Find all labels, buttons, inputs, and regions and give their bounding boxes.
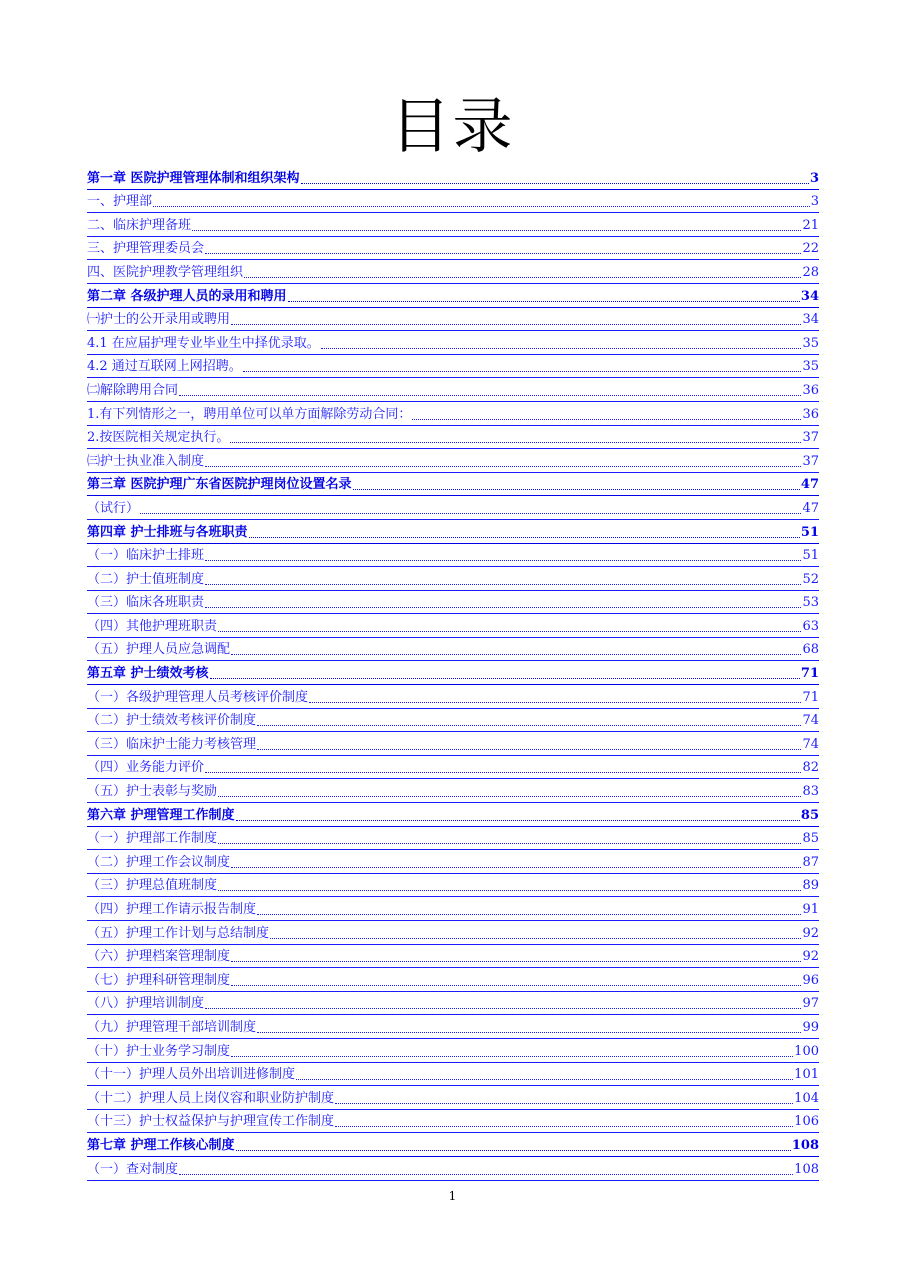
dot-leader — [205, 768, 801, 773]
dot-leader — [249, 533, 800, 538]
dot-leader — [335, 1122, 793, 1127]
toc-entry-page: 100 — [794, 1043, 819, 1059]
dot-leader — [179, 1170, 793, 1175]
page-title: 目录 — [390, 92, 515, 162]
dot-leader — [243, 367, 802, 372]
toc-entry-title: 第四章 护士排班与各班职责 — [87, 524, 248, 540]
toc-entry-title: （九）护理管理干部培训制度 — [87, 1019, 257, 1035]
toc-entry-title: （一）查对制度 — [87, 1161, 179, 1177]
toc-entry-title: （四）其他护理班职责 — [87, 618, 218, 634]
toc-entry-title: （十）护士业务学习制度 — [87, 1043, 231, 1059]
toc-entry-page: 36 — [802, 382, 819, 398]
dot-leader — [230, 438, 801, 443]
toc-section-link[interactable] — [87, 921, 819, 945]
dot-leader — [257, 910, 801, 915]
toc-entry-page: 52 — [802, 571, 819, 587]
toc-entry-title: 第七章 护理工作核心制度 — [87, 1137, 235, 1153]
toc-section-link[interactable] — [87, 638, 819, 662]
toc-entry-title: 第二章 各级护理人员的录用和聘用 — [87, 288, 287, 304]
toc-entry-page: 3 — [809, 170, 819, 186]
toc-entry-title: （五）护理工作计划与总结制度 — [87, 925, 270, 941]
dot-leader — [231, 650, 801, 655]
toc-entry-title: 三、护理管理委员会 — [87, 241, 205, 257]
toc-section-link[interactable] — [87, 874, 819, 898]
toc-entry-title: （十二）护理人员上岗仪容和职业防护制度 — [87, 1090, 335, 1106]
dot-leader — [205, 580, 801, 585]
toc-section-link[interactable] — [87, 709, 819, 733]
toc-entry-title: （四）护理工作请示报告制度 — [87, 902, 257, 917]
toc-entry-title: （一）各级护理管理人员考核评价制度 — [87, 689, 309, 705]
toc-entry-page: 51 — [800, 524, 819, 540]
toc-entry-page: 82 — [802, 760, 819, 776]
toc-entry-page: 92 — [802, 925, 819, 941]
toc-entry-page: 37 — [802, 453, 819, 469]
dot-leader — [205, 1004, 801, 1009]
dot-leader — [231, 863, 801, 868]
toc-section-link[interactable] — [87, 756, 819, 780]
toc-entry-title: 第三章 医院护理广东省医院护理岗位设置名录 — [87, 477, 352, 493]
toc-chapter-link[interactable] — [87, 284, 819, 308]
dot-leader — [257, 721, 801, 726]
toc-entry-title: （二）护理工作会议制度 — [87, 854, 231, 870]
dot-leader — [231, 957, 801, 962]
dot-leader — [210, 674, 800, 679]
toc-section-link[interactable] — [87, 402, 819, 426]
toc-section-link[interactable] — [87, 331, 819, 355]
toc-section-link[interactable] — [87, 614, 819, 638]
toc-section-link[interactable] — [87, 850, 819, 874]
toc-section-link[interactable] — [87, 779, 819, 803]
dot-leader — [231, 1052, 793, 1057]
toc-entry-page: 36 — [802, 406, 819, 422]
toc-entry-page: 108 — [794, 1161, 819, 1177]
dot-leader — [244, 273, 801, 278]
toc-entry-title: （二）护士值班制度 — [87, 571, 205, 587]
dot-leader — [301, 179, 809, 184]
dot-leader — [236, 1146, 791, 1151]
toc-entry-title: （十一）护理人员外出培训进修制度 — [87, 1067, 296, 1083]
dot-leader — [257, 745, 801, 750]
toc-entry-page: 47 — [802, 500, 819, 516]
toc-entry-page: 92 — [802, 949, 819, 965]
toc-section-link[interactable] — [87, 260, 819, 284]
toc-entry-page: 99 — [802, 1019, 819, 1035]
toc-section-link[interactable] — [87, 591, 819, 615]
toc-section-link[interactable] — [87, 1110, 819, 1134]
toc-entry-page: 89 — [802, 878, 819, 894]
toc-entry-page: 108 — [791, 1137, 819, 1153]
toc-entry-title: 4.2 通过互联网上网招聘。 — [87, 359, 242, 375]
toc-entry-page: 85 — [802, 831, 819, 847]
toc-entry-title: （五）护理人员应急调配 — [87, 642, 231, 658]
toc-entry-page: 91 — [802, 902, 819, 917]
toc-entry-title: （四）业务能力评价 — [87, 760, 205, 776]
toc-chapter-link[interactable] — [87, 473, 819, 497]
toc-entry-page: 37 — [802, 430, 819, 446]
dot-leader — [140, 509, 801, 514]
page-number: 1 — [448, 1189, 457, 1203]
toc-entry-page: 74 — [802, 713, 819, 729]
toc-entry-page: 34 — [802, 312, 819, 328]
toc-entry-title: 4.1 在应届护理专业毕业生中择优录取。 — [87, 335, 320, 351]
toc-chapter-link[interactable] — [87, 520, 819, 544]
toc-entry-page: 106 — [794, 1114, 819, 1130]
table-of-contents — [87, 166, 819, 1181]
dot-leader — [231, 981, 801, 986]
toc-entry-title: （一）护理部工作制度 — [87, 831, 218, 847]
toc-entry-page: 71 — [802, 689, 819, 705]
toc-entry-page: 97 — [802, 996, 819, 1012]
toc-section-link[interactable] — [87, 237, 819, 261]
toc-entry-page: 35 — [802, 335, 819, 351]
toc-entry-page: 101 — [794, 1067, 819, 1083]
dot-leader — [205, 556, 801, 561]
dot-leader — [412, 415, 801, 420]
toc-section-link[interactable] — [87, 1086, 819, 1110]
dot-leader — [309, 698, 801, 703]
dot-leader — [218, 792, 801, 797]
dot-leader — [179, 391, 801, 396]
toc-entry-title: （三）临床各班职责 — [87, 595, 205, 611]
dot-leader — [296, 1075, 793, 1080]
toc-entry-page: 3 — [810, 194, 819, 210]
toc-entry-title: 第一章 医院护理管理体制和组织架构 — [87, 170, 300, 186]
toc-entry-page: 83 — [802, 784, 819, 800]
toc-section-link[interactable] — [87, 827, 819, 851]
dot-leader — [257, 1028, 801, 1033]
dot-leader — [205, 249, 801, 254]
toc-entry-page: 28 — [802, 264, 819, 280]
toc-section-link[interactable] — [87, 378, 819, 402]
toc-section-link[interactable] — [87, 308, 819, 332]
dot-leader — [353, 485, 800, 490]
toc-entry-page: 21 — [802, 217, 819, 233]
toc-entry-page: 63 — [802, 618, 819, 634]
dot-leader — [236, 816, 800, 821]
toc-section-link[interactable] — [87, 1157, 819, 1181]
dot-leader — [218, 627, 801, 632]
toc-entry-page: 104 — [794, 1090, 819, 1106]
toc-chapter-link[interactable] — [87, 803, 819, 827]
toc-entry-title: 第六章 护理管理工作制度 — [87, 807, 235, 823]
toc-section-link[interactable] — [87, 992, 819, 1016]
toc-section-link[interactable] — [87, 449, 819, 473]
toc-section-link[interactable] — [87, 190, 819, 214]
toc-section-link[interactable] — [87, 567, 819, 591]
toc-entry-title: 二、临床护理备班 — [87, 217, 192, 233]
toc-entry-page: 47 — [800, 477, 819, 493]
toc-entry-title: （三）临床护士能力考核管理 — [87, 736, 257, 752]
toc-entry-title: （八）护理培训制度 — [87, 996, 205, 1012]
toc-chapter-link[interactable] — [87, 1133, 819, 1157]
dot-leader — [270, 934, 801, 939]
dot-leader — [205, 462, 801, 467]
toc-section-link[interactable] — [87, 1063, 819, 1087]
toc-section-link[interactable] — [87, 496, 819, 520]
toc-entry-page: 96 — [802, 972, 819, 988]
toc-entry-page: 53 — [802, 595, 819, 611]
dot-leader — [205, 603, 801, 608]
toc-entry-title: （十三）护士权益保护与护理宣传工作制度 — [87, 1114, 335, 1130]
toc-entry-title: （六）护理档案管理制度 — [87, 949, 231, 965]
toc-section-link[interactable] — [87, 897, 819, 921]
toc-entry-title: （一）临床护士排班 — [87, 548, 205, 564]
toc-chapter-link[interactable] — [87, 661, 819, 685]
toc-section-link[interactable] — [87, 544, 819, 568]
toc-section-link[interactable] — [87, 1039, 819, 1063]
toc-entry-title: （试行） — [87, 500, 140, 516]
toc-section-link[interactable] — [87, 732, 819, 756]
toc-entry-title: 第五章 护士绩效考核 — [87, 666, 209, 682]
toc-entry-page: 22 — [802, 241, 819, 257]
toc-entry-page: 34 — [800, 288, 819, 304]
toc-entry-title: 一、护理部 — [87, 194, 153, 210]
dot-leader — [231, 320, 801, 325]
toc-section-link[interactable] — [87, 355, 819, 379]
dot-leader — [335, 1099, 793, 1104]
toc-entry-page: 85 — [800, 807, 819, 823]
toc-entry-page: 35 — [802, 359, 819, 375]
toc-entry-title: 2.按医院相关规定执行。 — [87, 430, 230, 446]
dot-leader — [288, 297, 800, 302]
toc-entry-title: （七）护理科研管理制度 — [87, 972, 231, 988]
toc-entry-title: 1.有下列情形之一，聘用单位可以单方面解除劳动合同： — [87, 406, 412, 422]
toc-section-link[interactable] — [87, 968, 819, 992]
dot-leader — [321, 344, 802, 349]
toc-section-link[interactable] — [87, 945, 819, 969]
dot-leader — [192, 226, 801, 231]
toc-entry-page: 51 — [802, 548, 819, 564]
toc-entry-title: （二）护士绩效考核评价制度 — [87, 713, 257, 729]
toc-entry-page: 87 — [802, 854, 819, 870]
dot-leader — [218, 839, 801, 844]
toc-entry-page: 71 — [800, 666, 819, 682]
toc-entry-title: ㈠护士的公开录用或聘用 — [87, 312, 231, 328]
toc-entry-page: 68 — [802, 642, 819, 658]
toc-entry-title: （三）护理总值班制度 — [87, 878, 218, 894]
toc-section-link[interactable] — [87, 685, 819, 709]
toc-entry-title: （五）护士表彰与奖励 — [87, 784, 218, 800]
dot-leader — [218, 886, 801, 891]
toc-entry-title: ㈡解除聘用合同 — [87, 382, 179, 398]
toc-section-link[interactable] — [87, 1015, 819, 1039]
toc-section-link[interactable] — [87, 213, 819, 237]
dot-leader — [153, 202, 810, 207]
toc-entry-page: 74 — [802, 736, 819, 752]
toc-section-link[interactable] — [87, 426, 819, 450]
toc-entry-title: 四、医院护理教学管理组织 — [87, 264, 244, 280]
toc-entry-title: ㈢护士执业准入制度 — [87, 453, 205, 469]
toc-chapter-link[interactable] — [87, 166, 819, 190]
